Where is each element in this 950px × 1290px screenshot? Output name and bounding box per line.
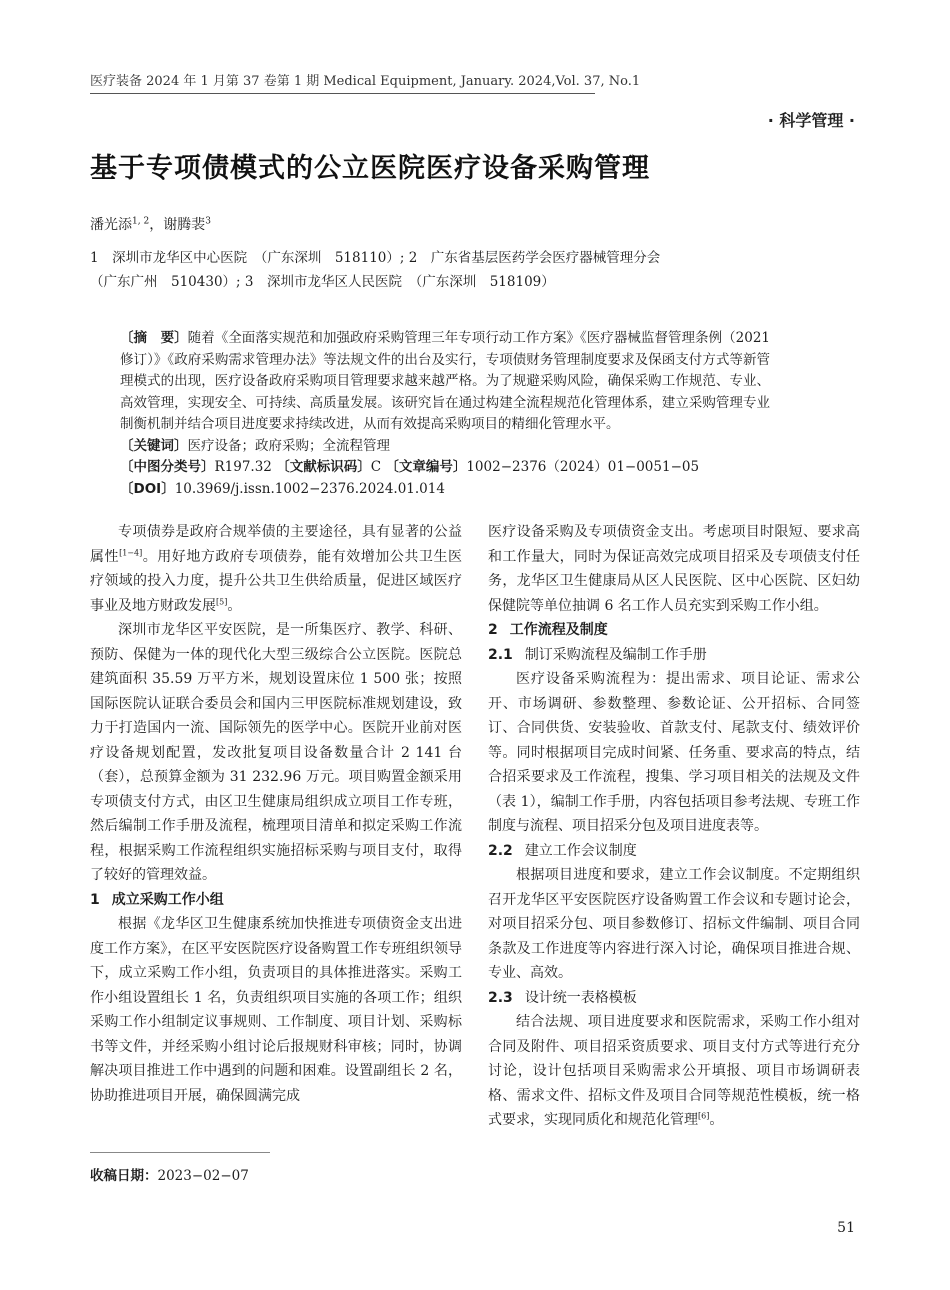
body-paragraph: 根据项目进度和要求，建立工作会议制度。不定期组织召开龙华区平安医院医疗设备购置工作会议和专题讨论会，对项目招采分包、项目参数修订、招标文件编制、项目合同条款及工作进度等内容进行深入讨论，确保项目推进合规、专业、高效。: [488, 867, 860, 981]
section-title: 成立采购工作小组: [111, 891, 224, 908]
paragraph-text: 。: [709, 1112, 724, 1128]
doc-code-value: C: [370, 459, 382, 475]
clc-label: 〔中图分类号〕: [120, 459, 215, 475]
body-paragraph: 医疗设备采购流程为：提出需求、项目论证、需求公开、市场调研、参数整理、参数论证、公开招标、合同签订、合同供货、安装验收、首款支付、尾款支付、绩效评价等。同时根据项目完成时间紧、任务重、要求高的特点，结合招采要求及工作流程，搜集、学习项目相关的法规及文件（表 1），编制工作手册，内容包括项目参考法规、专班工作制度与流程、项目招采分包及项目进度表等。: [488, 671, 860, 834]
body-column-right: [488, 520, 860, 1133]
subsection-heading: [488, 839, 860, 864]
doi-line: [120, 479, 770, 501]
page-number: 51: [837, 1220, 855, 1236]
body-paragraph: 根据《龙华区卫生健康系统加快推进专项债资金支出进度工作方案》，在区平安医院医疗设备购置工作专班组织领导下，成立采购工作小组，负责项目的具体推进落实。采购工作小组设置组长 1 名，负责组织项目实施的各项工作；组织采购工作小组制定议事规则、工作制度、项目计划、采购标书等文件，并经采购小组讨论后报规财科审核；同时，协调解决项目推进工作中遇到的问题和困难。设置副组长 2 名，协助推进项目开展，确保圆满完成: [90, 916, 462, 1104]
subsection-number: 2.1: [488, 646, 513, 663]
article-no-label: 〔文章编号〕: [385, 459, 467, 475]
subsection-title: 设计统一表格模板: [524, 989, 637, 1006]
abstract-text: 随着《全面落实规范和加强政府采购管理三年专项行动工作方案》《医疗器械监督管理条例（2021 修订）》《政府采购需求管理办法》等法规文件的出台及实行，专项债财务管理制度要求及保函支付方式等新管理模式的出现，医疗设备政府采购项目管理要求越来越严格。为了规避采购风险，确保采购工作规范、专业、高效管理，实现安全、可持续、高质量发展。该研究旨在通过构建全流程规范化管理体系，建立采购管理专业制衡机制并结合项目进度要求持续改进，从而有效提高采购项目的精细化管理水平。: [120, 330, 771, 432]
citation-ref: [1−4]: [119, 547, 143, 557]
clc-value: R197.32: [214, 459, 272, 475]
section-number: 1: [90, 891, 100, 908]
article-title: 基于专项债模式的公立医院医疗设备采购管理: [90, 153, 650, 184]
affiliation-line: （广东广州 510430）; 3 深圳市龙华区人民医院 （广东深圳 518109）: [90, 274, 555, 290]
body-column-left: [90, 520, 462, 1108]
section-number: 2: [488, 622, 498, 638]
paragraph-text: 。用好地方政府专项债券，能有效增加公共卫生医疗领域的投入力度，提升公共卫生供给质量，促进区域医疗事业及地方财政发展: [90, 548, 463, 614]
received-date-line: [90, 1164, 249, 1184]
subsection-heading: [488, 643, 860, 668]
running-header: 医疗装备 2024 年 1 月第 37 卷第 1 期 Medical Equipment, January. 2024,Vol. 37, No.1: [90, 74, 641, 89]
author-name: 谢腾裴: [163, 217, 206, 233]
received-date: 2023−02−07: [157, 1168, 249, 1184]
keywords-text: 医疗设备；政府采购；全流程管理: [187, 437, 390, 454]
classification-line: [120, 457, 770, 479]
keywords-label: 〔关键词〕: [120, 437, 188, 454]
paragraph-text: 结合法规、项目进度要求和医院需求，采购工作小组对合同及附件、项目招采资质要求、项目支付方式等进行充分讨论，设计包括项目采购需求公开填报、项目市场调研表格、需求文件、招标文件及项目合同等规范性模板，统一格式要求，实现同质化和规范化管理: [488, 1014, 860, 1128]
paragraph-text: 。: [227, 597, 242, 614]
article-no-value: 1002−2376（2024）01−0051−05: [466, 459, 700, 475]
doc-code-label: 〔文献标识码〕: [276, 459, 371, 475]
header-rule: [90, 93, 595, 94]
section-heading: [488, 618, 860, 643]
author-name: 潘光添: [90, 217, 132, 233]
subsection-title: 制订采购流程及编制工作手册: [524, 646, 707, 663]
author-line: [90, 214, 211, 234]
citation-ref: [6]: [698, 1111, 710, 1121]
body-paragraph: [90, 520, 462, 618]
body-paragraph: 医疗设备采购及专项债资金支出。考虑项目时限短、要求高和工作量大，同时为保证高效完成项目招采及专项债支付任务，龙华区卫生健康局从区人民医院、区中心医院、区妇幼保健院等单位抽调 6 名工作人员充实到采购工作小组。: [488, 524, 860, 614]
section-tag: · 科学管理 ·: [767, 111, 855, 130]
doi-value: 10.3969/j.issn.1002−2376.2024.01.014: [174, 480, 445, 497]
affiliation-line: 1 深圳市龙华区中心医院 （广东深圳 518110）; 2 广东省基层医药学会医疗器械管理分会: [90, 250, 661, 266]
keywords-line: [120, 436, 770, 458]
subsection-heading: [488, 986, 860, 1011]
subsection-title: 建立工作会议制度: [524, 842, 637, 859]
subsection-number: 2.2: [488, 842, 513, 859]
body-paragraph: 深圳市龙华区平安医院，是一所集医疗、教学、科研、预防、保健为一体的现代化大型三级综合公立医院。医院总建筑面积 35.59 万平方米，规划设置床位 1 500 张；按照国际医院认证联合委员会和国内三甲医院标准规划建设，致力于打造国内一流、国际领先的医学中心。医院开业前对医疗设备规划配置，发改批复项目设备数量合计 2 141 台（套），总预算金额为 31 232.96 万元。项目购置金额采用专项债支付方式，由区卫生健康局组织成立项目工作专班，然后编制工作手册及流程，梳理项目清单和拟定采购工作流程，根据采购工作流程组织实施招标采购与项目支付，取得了较好的管理效益。: [90, 622, 462, 883]
citation-ref: [5]: [216, 596, 228, 606]
section-title: 工作流程及制度: [509, 622, 608, 638]
section-heading: [90, 888, 462, 913]
subsection-number: 2.3: [488, 989, 513, 1006]
abstract-paragraph: [120, 328, 770, 436]
author-affil-mark: 1, 2: [132, 216, 150, 227]
footnote-rule: [90, 1152, 270, 1153]
author-affil-mark: 3: [205, 216, 211, 227]
abstract-label: 〔摘 要〕: [120, 330, 188, 346]
body-paragraph: [488, 1010, 860, 1133]
author-separator: ，: [149, 217, 164, 233]
received-label: 收稿日期：: [90, 1168, 158, 1184]
paragraph-text: 专项债券是政府合规举债的主要途径，具有显著的公益属性: [90, 524, 462, 565]
doi-label: 〔DOI〕: [120, 480, 175, 497]
abstract-block: [120, 328, 770, 500]
